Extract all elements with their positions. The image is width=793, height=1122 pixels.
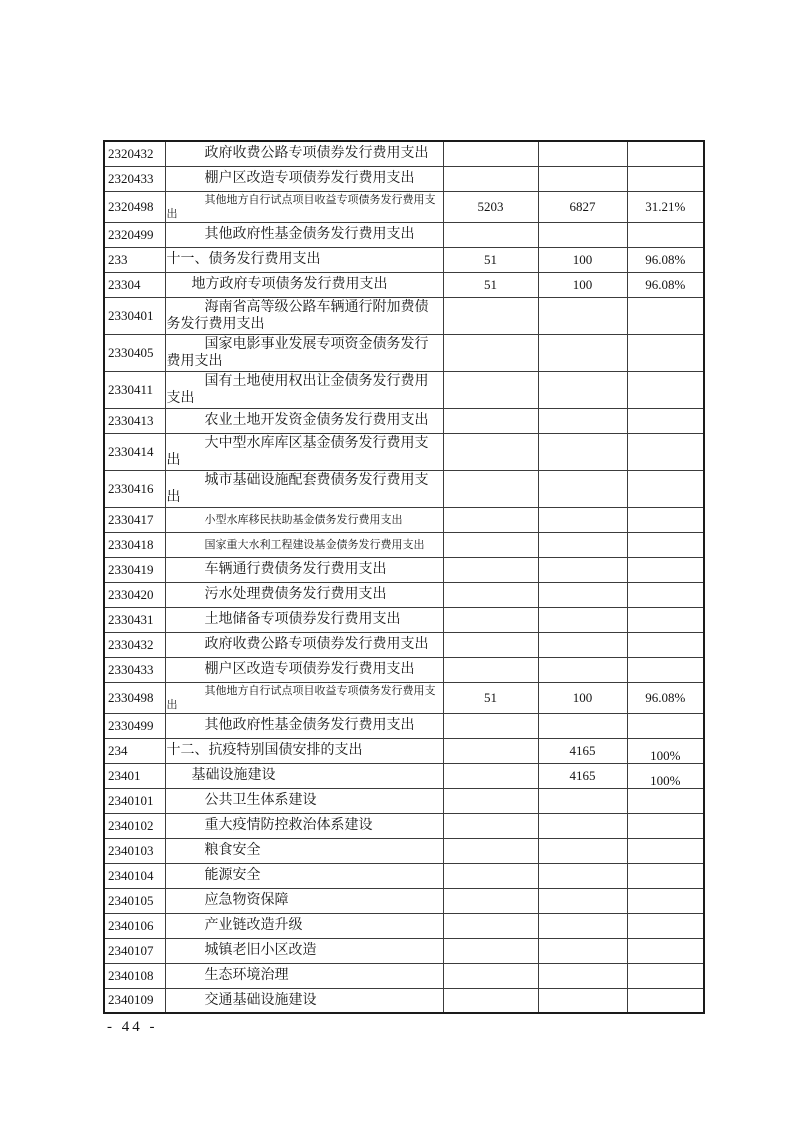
- cell-value2: [538, 863, 627, 888]
- table-row: [104, 682, 704, 713]
- cell-description: [165, 470, 443, 507]
- description-text: 车辆通行费债务发行费用支出: [204, 562, 387, 577]
- description-text: 其他地方自行试点项目收益专项债务发行费用支出: [166, 193, 436, 220]
- cell-percent: [627, 938, 704, 963]
- cell-code: 23401: [104, 763, 165, 788]
- table-row: [104, 582, 704, 607]
- description-text: 城镇老旧小区改造: [204, 943, 317, 958]
- cell-percent: [627, 838, 704, 863]
- cell-code: 23304: [104, 272, 165, 297]
- cell-value1: [443, 507, 538, 532]
- cell-code: 2330431: [104, 607, 165, 632]
- cell-percent: [627, 222, 704, 247]
- cell-value2: [538, 557, 627, 582]
- cell-value1: [443, 813, 538, 838]
- table-row: [104, 297, 704, 334]
- table-row: [104, 532, 704, 557]
- cell-description: [165, 433, 443, 470]
- cell-percent: [627, 582, 704, 607]
- cell-description: [165, 632, 443, 657]
- percent-value: 100%: [650, 772, 681, 788]
- cell-value1: 5203: [443, 191, 538, 222]
- cell-percent: [627, 371, 704, 408]
- cell-value2: [538, 788, 627, 813]
- cell-value1: [443, 863, 538, 888]
- cell-percent: [627, 713, 704, 738]
- table-row: [104, 988, 704, 1013]
- cell-description: [165, 141, 443, 166]
- cell-value1: [443, 838, 538, 863]
- description-text: 应急物资保障: [204, 893, 289, 908]
- cell-value1: 51: [443, 272, 538, 297]
- table-row: [104, 222, 704, 247]
- description-text: 能源安全: [204, 868, 261, 883]
- cell-percent: [627, 470, 704, 507]
- cell-value1: [443, 371, 538, 408]
- cell-description: [165, 657, 443, 682]
- cell-code: 2330433: [104, 657, 165, 682]
- cell-value1: [443, 297, 538, 334]
- cell-percent: [627, 738, 704, 763]
- cell-percent: [627, 247, 704, 272]
- description-text: 国家重大水利工程建设基金债务发行费用支出: [204, 538, 425, 551]
- cell-code: 2340102: [104, 813, 165, 838]
- cell-description: [165, 863, 443, 888]
- description-text: 地方政府专项债务发行费用支出: [191, 277, 388, 292]
- cell-code: 2320498: [104, 191, 165, 222]
- cell-description: [165, 582, 443, 607]
- cell-code: 2340109: [104, 988, 165, 1013]
- table-row: [104, 408, 704, 433]
- cell-percent: [627, 166, 704, 191]
- table-row: [104, 632, 704, 657]
- cell-value2: [538, 297, 627, 334]
- table-row: [104, 913, 704, 938]
- cell-description: [165, 507, 443, 532]
- description-text: 政府收费公路专项债券发行费用支出: [204, 146, 429, 162]
- cell-description: [165, 788, 443, 813]
- budget-table: [103, 140, 705, 1014]
- cell-percent: [627, 141, 704, 166]
- cell-description: [165, 334, 443, 371]
- cell-value1: [443, 632, 538, 657]
- cell-percent: [627, 297, 704, 334]
- cell-value2: [538, 713, 627, 738]
- cell-value2: [538, 963, 627, 988]
- description-text: 国有土地使用权出让金债务发行费用支出: [166, 373, 429, 406]
- cell-code: 2330411: [104, 371, 165, 408]
- cell-description: [165, 247, 443, 272]
- description-text: 政府收费公路专项债券发行费用支出: [204, 637, 429, 652]
- description-text: 重大疫情防控救治体系建设: [204, 818, 373, 833]
- cell-percent: [627, 408, 704, 433]
- cell-value1: [443, 334, 538, 371]
- table-row: [104, 166, 704, 191]
- percent-value: 96.08%: [645, 276, 686, 292]
- cell-value2: [538, 938, 627, 963]
- description-text: 其他地方自行试点项目收益专项债务发行费用支出: [166, 684, 436, 711]
- table-row: [104, 938, 704, 963]
- description-text: 基础设施建设: [191, 768, 276, 783]
- description-text: 土地储备专项债券发行费用支出: [204, 612, 401, 627]
- table-row: [104, 888, 704, 913]
- cell-value1: [443, 408, 538, 433]
- cell-code: 2330418: [104, 532, 165, 557]
- cell-value2: [538, 334, 627, 371]
- table-row: [104, 557, 704, 582]
- cell-percent: [627, 682, 704, 713]
- cell-code: 2330414: [104, 433, 165, 470]
- cell-value2: [538, 838, 627, 863]
- cell-value1: [443, 557, 538, 582]
- cell-value1: [443, 657, 538, 682]
- cell-value2: [538, 988, 627, 1013]
- table-row: [104, 272, 704, 297]
- cell-value1: [443, 470, 538, 507]
- percent-value: 96.08%: [645, 251, 686, 267]
- cell-percent: [627, 334, 704, 371]
- description-text: 大中型水库库区基金债务发行费用支出: [166, 435, 429, 468]
- description-text: 海南省高等级公路车辆通行附加费债务发行费用支出: [166, 299, 429, 332]
- cell-code: 2340107: [104, 938, 165, 963]
- cell-code: 2340103: [104, 838, 165, 863]
- cell-value1: 51: [443, 682, 538, 713]
- cell-value2: 100: [538, 247, 627, 272]
- cell-percent: [627, 988, 704, 1013]
- cell-value2: [538, 371, 627, 408]
- description-text: 生态环境治理: [204, 968, 289, 983]
- cell-code: 2330499: [104, 713, 165, 738]
- cell-value1: [443, 988, 538, 1013]
- cell-value2: [538, 582, 627, 607]
- description-text: 十一、债务发行费用支出: [166, 252, 321, 267]
- cell-code: 2340101: [104, 788, 165, 813]
- cell-description: [165, 297, 443, 334]
- cell-code: 2330401: [104, 297, 165, 334]
- cell-value1: [443, 938, 538, 963]
- cell-value1: [443, 582, 538, 607]
- cell-code: 2340106: [104, 913, 165, 938]
- table-row: [104, 433, 704, 470]
- cell-code: 2330432: [104, 632, 165, 657]
- description-text: 产业链改造升级: [204, 918, 303, 933]
- description-text: 公共卫生体系建设: [204, 793, 317, 808]
- cell-code: 2340105: [104, 888, 165, 913]
- table-row: [104, 963, 704, 988]
- cell-code: 234: [104, 738, 165, 763]
- cell-value2: [538, 888, 627, 913]
- table-row: [104, 334, 704, 371]
- description-text: 其他政府性基金债务发行费用支出: [204, 227, 415, 242]
- cell-value2: [538, 470, 627, 507]
- table-row: [104, 657, 704, 682]
- description-text: 十二、抗疫特别国债安排的支出: [166, 743, 363, 758]
- table-row: [104, 371, 704, 408]
- cell-code: 2330498: [104, 682, 165, 713]
- cell-value2: [538, 222, 627, 247]
- cell-description: [165, 838, 443, 863]
- cell-percent: [627, 632, 704, 657]
- cell-code: 233: [104, 247, 165, 272]
- cell-percent: [627, 888, 704, 913]
- cell-description: [165, 191, 443, 222]
- cell-description: [165, 713, 443, 738]
- description-text: 粮食安全: [204, 843, 261, 858]
- table-row: [104, 713, 704, 738]
- percent-value: 100%: [650, 747, 681, 763]
- description-text: 污水处理费债务发行费用支出: [204, 587, 387, 602]
- cell-percent: [627, 507, 704, 532]
- cell-description: [165, 988, 443, 1013]
- cell-description: [165, 371, 443, 408]
- cell-value1: [443, 713, 538, 738]
- cell-value2: [538, 607, 627, 632]
- cell-code: 2330416: [104, 470, 165, 507]
- cell-value2: [538, 408, 627, 433]
- cell-value1: [443, 913, 538, 938]
- table-row: [104, 738, 704, 763]
- cell-value1: 51: [443, 247, 538, 272]
- table-row: [104, 863, 704, 888]
- cell-value2: 4165: [538, 763, 627, 788]
- table-row: [104, 838, 704, 863]
- cell-value2: [538, 813, 627, 838]
- cell-description: [165, 938, 443, 963]
- percent-value: 31.21%: [645, 198, 686, 214]
- cell-code: 2320432: [104, 141, 165, 166]
- cell-value1: [443, 166, 538, 191]
- cell-percent: [627, 532, 704, 557]
- percent-value: 96.08%: [645, 689, 686, 705]
- cell-percent: [627, 763, 704, 788]
- cell-percent: [627, 963, 704, 988]
- cell-percent: [627, 657, 704, 682]
- cell-value1: [443, 141, 538, 166]
- cell-value2: [538, 166, 627, 191]
- cell-value1: [443, 222, 538, 247]
- cell-code: 2330413: [104, 408, 165, 433]
- cell-value2: [538, 913, 627, 938]
- table-row: [104, 247, 704, 272]
- table-row: [104, 141, 704, 166]
- description-text: 棚户区改造专项债券发行费用支出: [204, 171, 415, 186]
- cell-value1: [443, 763, 538, 788]
- page-number: - 44 -: [107, 1019, 158, 1035]
- description-text: 棚户区改造专项债券发行费用支出: [204, 662, 415, 677]
- cell-value2: [538, 532, 627, 557]
- cell-code: 2320433: [104, 166, 165, 191]
- cell-percent: [627, 788, 704, 813]
- description-text: 交通基础设施建设: [204, 992, 317, 1008]
- cell-value1: [443, 963, 538, 988]
- cell-description: [165, 813, 443, 838]
- cell-code: 2330417: [104, 507, 165, 532]
- cell-description: [165, 888, 443, 913]
- cell-percent: [627, 913, 704, 938]
- cell-description: [165, 913, 443, 938]
- cell-code: 2330405: [104, 334, 165, 371]
- table-row: [104, 191, 704, 222]
- cell-code: 2330420: [104, 582, 165, 607]
- table-row: [104, 813, 704, 838]
- cell-value2: [538, 507, 627, 532]
- table-row: [104, 470, 704, 507]
- cell-value1: [443, 738, 538, 763]
- cell-value2: [538, 657, 627, 682]
- cell-value2: 6827: [538, 191, 627, 222]
- table-row: [104, 507, 704, 532]
- cell-percent: [627, 272, 704, 297]
- cell-value2: [538, 141, 627, 166]
- cell-value2: [538, 632, 627, 657]
- cell-description: [165, 222, 443, 247]
- cell-description: [165, 963, 443, 988]
- cell-value1: [443, 888, 538, 913]
- cell-percent: [627, 191, 704, 222]
- cell-percent: [627, 433, 704, 470]
- cell-code: 2340108: [104, 963, 165, 988]
- table-row: [104, 788, 704, 813]
- cell-description: [165, 738, 443, 763]
- table-row: [104, 607, 704, 632]
- description-text: 其他政府性基金债务发行费用支出: [204, 718, 415, 733]
- cell-description: [165, 532, 443, 557]
- cell-description: [165, 682, 443, 713]
- cell-percent: [627, 813, 704, 838]
- description-text: 农业土地开发资金债务发行费用支出: [204, 413, 429, 428]
- cell-description: [165, 166, 443, 191]
- cell-description: [165, 763, 443, 788]
- cell-value1: [443, 607, 538, 632]
- cell-description: [165, 408, 443, 433]
- cell-code: 2330419: [104, 557, 165, 582]
- description-text: 城市基础设施配套费债务发行费用支出: [166, 472, 429, 505]
- cell-value2: 100: [538, 682, 627, 713]
- description-text: 小型水库移民扶助基金债务发行费用支出: [204, 513, 403, 526]
- cell-description: [165, 272, 443, 297]
- cell-description: [165, 557, 443, 582]
- cell-value1: [443, 532, 538, 557]
- cell-value2: [538, 433, 627, 470]
- cell-code: 2340104: [104, 863, 165, 888]
- description-text: 国家电影事业发展专项资金债务发行费用支出: [166, 336, 429, 369]
- cell-value2: 100: [538, 272, 627, 297]
- table-row: [104, 763, 704, 788]
- cell-percent: [627, 863, 704, 888]
- cell-value1: [443, 788, 538, 813]
- cell-value2: 4165: [538, 738, 627, 763]
- cell-percent: [627, 557, 704, 582]
- cell-description: [165, 607, 443, 632]
- cell-value1: [443, 433, 538, 470]
- cell-code: 2320499: [104, 222, 165, 247]
- cell-percent: [627, 607, 704, 632]
